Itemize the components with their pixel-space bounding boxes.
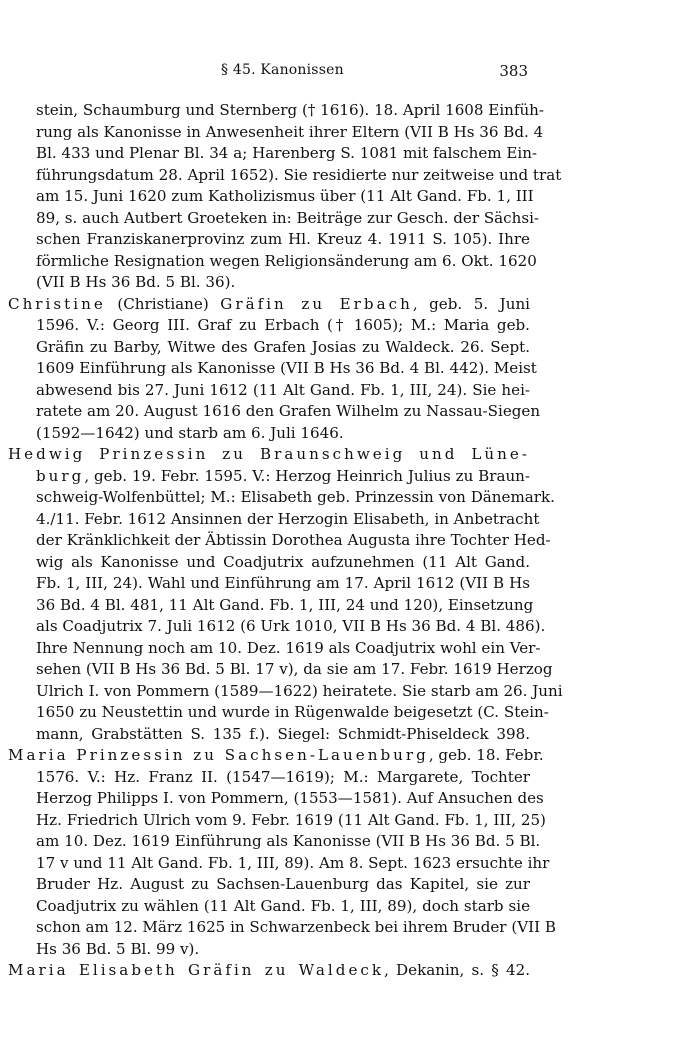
text-line — [8, 573, 530, 595]
text-line — [8, 100, 545, 122]
line-text: Ulrich I. von Pommern (1589—1622) heiratete. Sie starb am 26. Juni — [36, 681, 563, 700]
text-line — [8, 401, 541, 423]
text-line — [8, 165, 562, 187]
line-text: Herzog Philipps I. von Pommern, (1553—1581). Auf Ansuchen des — [36, 789, 544, 807]
line-text: Bl. 433 und Plenar Bl. 34 a; Harenberg S. 1081 mit falschem Ein- — [36, 144, 538, 162]
line-text: schon am 12. März 1625 in Schwarzenbeck bei ihrem Bruder (VII B — [36, 918, 556, 936]
line-text: (VII B Hs 36 Bd. 5 Bl. 36). — [36, 273, 236, 291]
running-head — [0, 62, 700, 82]
line-text: förmliche Resignation wegen Religionsänderung am 6. Okt. 1620 — [36, 251, 537, 270]
register-entry — [8, 745, 556, 960]
text-line — [8, 229, 530, 251]
text-line — [8, 638, 541, 660]
register-entry — [8, 100, 562, 294]
text-line — [8, 423, 530, 445]
line-text: 1576. V.: Hz. Franz II. (1547—1619); M.: Margarete, Tochter — [36, 767, 530, 786]
text-line — [8, 831, 541, 853]
line-text: am 10. Dez. 1619 Einführung als Kanonisse (VII B Hs 36 Bd. 5 Bl. — [36, 832, 541, 850]
line-text: , geb. 19. Febr. 1595. V.: Herzog Heinrich Julius zu Braun- — [84, 466, 530, 485]
line-text: 1596. V.: Georg III. Graf zu Erbach († 1605); M.: Maria geb. — [36, 316, 530, 334]
person-name: Hedwig Prinzessin zu Braunschweig und Lüne- — [8, 445, 530, 463]
section-title: § 45. Kanonissen — [221, 62, 344, 78]
text-line — [8, 874, 530, 896]
line-text: (Christiane) — [105, 294, 221, 313]
line-text: 1650 zu Neustettin und wurde in Rügenwalde beigesetzt (C. Stein- — [36, 703, 549, 721]
line-text: , geb. 5. Juni — [412, 294, 530, 313]
line-text: rung als Kanonisse in Anwesenheit ihrer Eltern (VII B Hs 36 Bd. 4 — [36, 122, 544, 141]
line-text: stein, Schaumburg und Sternberg († 1616). 18. April 1608 Einfüh- — [36, 101, 545, 119]
text-line — [8, 724, 530, 746]
line-text: Gräfin zu Barby, Witwe des Grafen Josias zu Waldeck. 26. Sept. — [36, 337, 530, 356]
line-text: Bruder Hz. August zu Sachsen-Lauenburg das Kapitel, sie zur — [36, 875, 530, 893]
line-text: als Coadjutrix 7. Juli 1612 (6 Urk 1010, VII B Hs 36 Bd. 4 Bl. 486). — [36, 617, 546, 635]
text-line — [8, 767, 530, 789]
text-line — [8, 143, 538, 165]
text-line — [8, 595, 534, 617]
line-text: am 15. Juni 1620 zum Katholizismus über (11 Alt Gand. Fb. 1, III — [36, 187, 534, 205]
text-line — [8, 186, 534, 208]
text-line — [8, 917, 556, 939]
line-text: sehen (VII B Hs 36 Bd. 5 Bl. 17 v), da sie am 17. Febr. 1619 Herzog — [36, 660, 553, 678]
text-line — [8, 358, 537, 380]
body-text — [8, 100, 563, 982]
text-line — [8, 509, 540, 531]
line-text: 1609 Einführung als Kanonisse (VII B Hs 36 Bd. 4 Bl. 442). Meist — [36, 359, 537, 377]
text-line — [8, 616, 546, 638]
line-text: Fb. 1, III, 24). Wahl und Einführung am 17. April 1612 (VII B Hs — [36, 574, 530, 592]
line-text: mann, Grabstätten S. 135 f.). Siegel: Schmidt-Phiseldeck 398. — [36, 724, 530, 743]
line-text: schweig-Wolfenbüttel; M.: Elisabeth geb. Prinzessin von Dänemark. — [36, 488, 555, 506]
text-line — [8, 487, 555, 509]
text-line — [8, 702, 549, 724]
line-text: Hz. Friedrich Ulrich vom 9. Febr. 1619 (11 Alt Gand. Fb. 1, III, 25) — [36, 810, 546, 829]
line-text: wig als Kanonisse und Coadjutrix aufzunehmen (11 Alt Gand. — [36, 552, 530, 571]
line-text: 89, s. auch Autbert Groeteken in: Beiträge zur Gesch. der Sächsi- — [36, 208, 540, 227]
line-text: ratete am 20. August 1616 den Grafen Wilhelm zu Nassau-Siegen — [36, 402, 541, 420]
text-line — [8, 315, 530, 337]
text-line — [8, 530, 551, 552]
text-line — [8, 272, 530, 294]
line-text: 4./11. Febr. 1612 Ansinnen der Herzogin Elisabeth, in Anbetracht — [36, 509, 540, 528]
text-line — [8, 788, 544, 810]
text-line — [8, 853, 550, 875]
line-text: 36 Bd. 4 Bl. 481, 11 Alt Gand. Fb. 1, III, 24 und 120), Einsetzung — [36, 595, 534, 614]
text-line — [8, 444, 530, 466]
line-text: schen Franziskanerprovinz zum Hl. Kreuz 4. 1911 S. 105). Ihre — [36, 230, 530, 248]
line-text: der Kränklichkeit der Äbtissin Dorothea Augusta ihre Tochter Hed- — [36, 531, 551, 549]
text-line — [8, 810, 546, 832]
register-entry — [8, 294, 541, 445]
text-line — [8, 681, 563, 703]
text-line — [8, 466, 530, 488]
text-line — [8, 294, 530, 316]
person-name: Maria Prinzessin zu Sachsen-Lauenburg — [8, 746, 429, 764]
register-entry — [8, 960, 530, 982]
line-text: (1592—1642) und starb am 6. Juli 1646. — [36, 423, 344, 442]
register-entry — [8, 444, 563, 745]
line-text: Hs 36 Bd. 5 Bl. 99 v). — [36, 939, 200, 958]
text-line — [8, 208, 540, 230]
line-text: führungsdatum 28. April 1652). Sie residierte nur zeitweise und trat — [36, 165, 562, 184]
text-line — [8, 337, 530, 359]
line-text: , geb. 18. Febr. — [428, 746, 544, 764]
text-line — [8, 552, 530, 574]
person-name: Christine — [8, 294, 106, 313]
line-text: 17 v und 11 Alt Gand. Fb. 1, III, 89). Am 8. Sept. 1623 ersuchte ihr — [36, 853, 550, 872]
text-line — [8, 380, 530, 402]
text-line — [8, 122, 544, 144]
text-line — [8, 939, 530, 961]
person-name: burg — [36, 466, 85, 485]
line-text: , Dekanin, s. § 42. — [384, 961, 530, 979]
text-line — [8, 896, 530, 918]
person-title: Gräfin zu Erbach — [220, 294, 413, 313]
line-text: Coadjutrix zu wählen (11 Alt Gand. Fb. 1, III, 89), doch starb sie — [36, 896, 530, 915]
text-line — [8, 960, 530, 982]
text-line — [8, 745, 544, 767]
page-number: 383 — [499, 62, 528, 80]
text-line — [8, 659, 553, 681]
line-text: Ihre Nennung noch am 10. Dez. 1619 als Coadjutrix wohl ein Ver- — [36, 638, 541, 657]
text-line — [8, 251, 537, 273]
person-name: Maria Elisabeth Gräfin zu Waldeck — [8, 961, 385, 979]
line-text: abwesend bis 27. Juni 1612 (11 Alt Gand. Fb. 1, III, 24). Sie hei- — [36, 380, 530, 399]
